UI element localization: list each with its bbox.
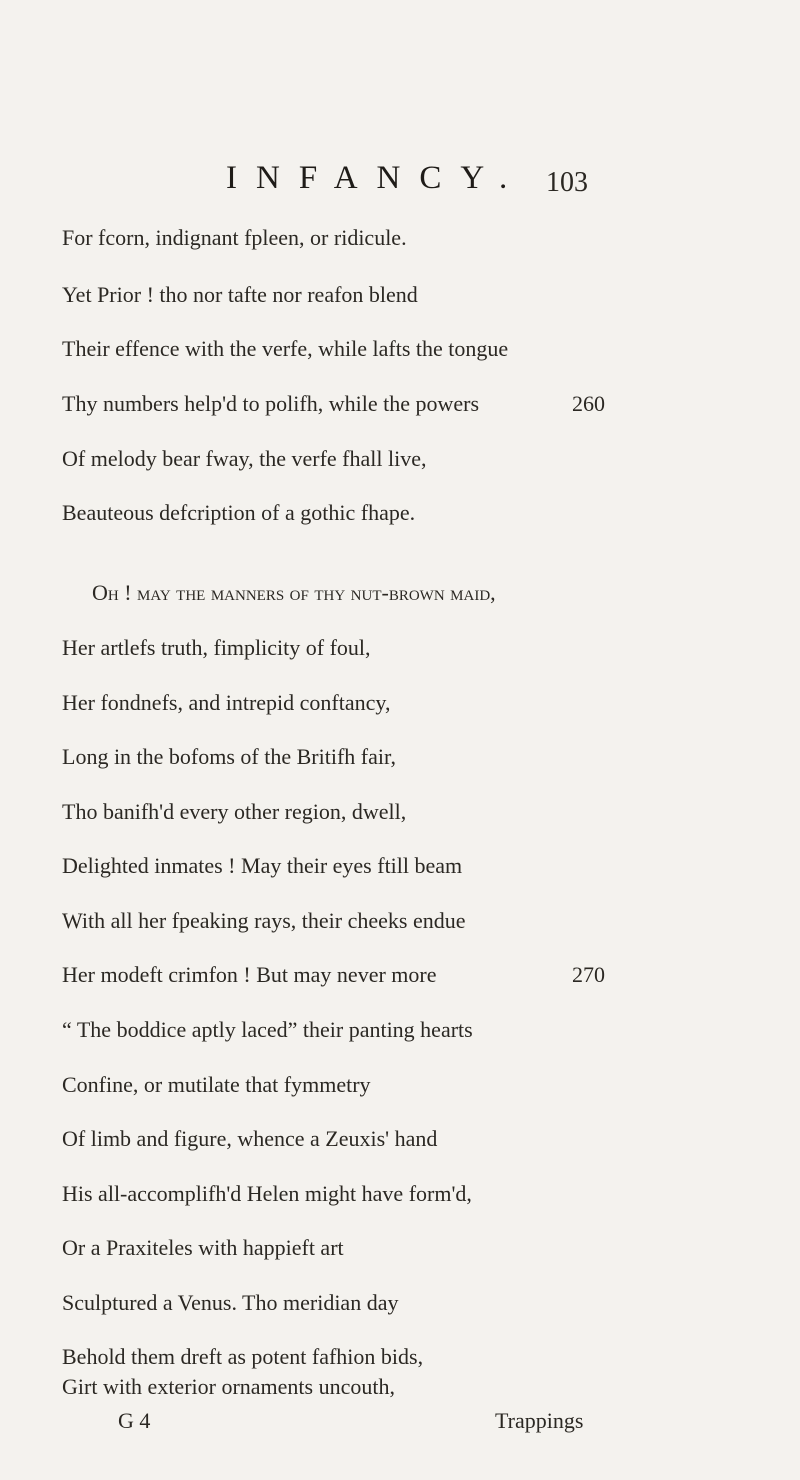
verse-line: Her artlefs truth, fimplicity of foul,: [62, 635, 371, 660]
line-number: 270: [572, 962, 605, 987]
verse-line: Their effence with the verfe, while lafts the tongue: [62, 336, 509, 361]
page-number: 103: [546, 167, 588, 198]
verse-line: Confine, or mutilate that fymmetry: [62, 1072, 371, 1097]
verse-line: Delighted inmates ! May their eyes ftill beam: [62, 853, 463, 878]
verse-line: Her modeft crimfon ! But may never more: [62, 962, 437, 987]
verse-line: Or a Praxiteles with happieft art: [62, 1235, 344, 1260]
verse-line: Girt with exterior ornaments uncouth,: [62, 1374, 395, 1399]
catchword: Trappings: [495, 1408, 584, 1433]
verse-line: Her fondnefs, and intrepid conftancy,: [62, 690, 391, 715]
verse-line: Yet Prior ! tho nor tafte nor reafon blend: [62, 282, 418, 307]
stanza-opening-line: Oh ! may the manners of thy nut-brown maid,: [92, 580, 496, 605]
verse-line: Thy numbers help'd to polifh, while the powers: [62, 391, 480, 416]
verse-line: For fcorn, indignant fpleen, or ridicule.: [62, 225, 407, 250]
verse-line: With all her fpeaking rays, their cheeks endue: [62, 908, 466, 933]
verse-line: “ The boddice aptly laced” their panting hearts: [62, 1017, 473, 1042]
verse-line: Of limb and figure, whence a Zeuxis' hand: [62, 1126, 438, 1151]
verse-line: His all-accomplifh'd Helen might have form'd,: [62, 1181, 472, 1206]
verse-line: Sculptured a Venus. Tho meridian day: [62, 1290, 399, 1315]
verse-line: Tho banifh'd every other region, dwell,: [62, 799, 407, 824]
running-title: INFANCY.: [226, 160, 527, 196]
verse-line: Beauteous defcription of a gothic fhape.: [62, 500, 416, 525]
verse-line: Of melody bear fway, the verfe fhall live,: [62, 446, 427, 471]
verse-line: Long in the bofoms of the Britifh fair,: [62, 744, 396, 769]
line-number: 260: [572, 391, 605, 416]
verse-line: Behold them dreft as potent fafhion bids,: [62, 1344, 424, 1369]
signature-mark: G 4: [118, 1408, 151, 1433]
